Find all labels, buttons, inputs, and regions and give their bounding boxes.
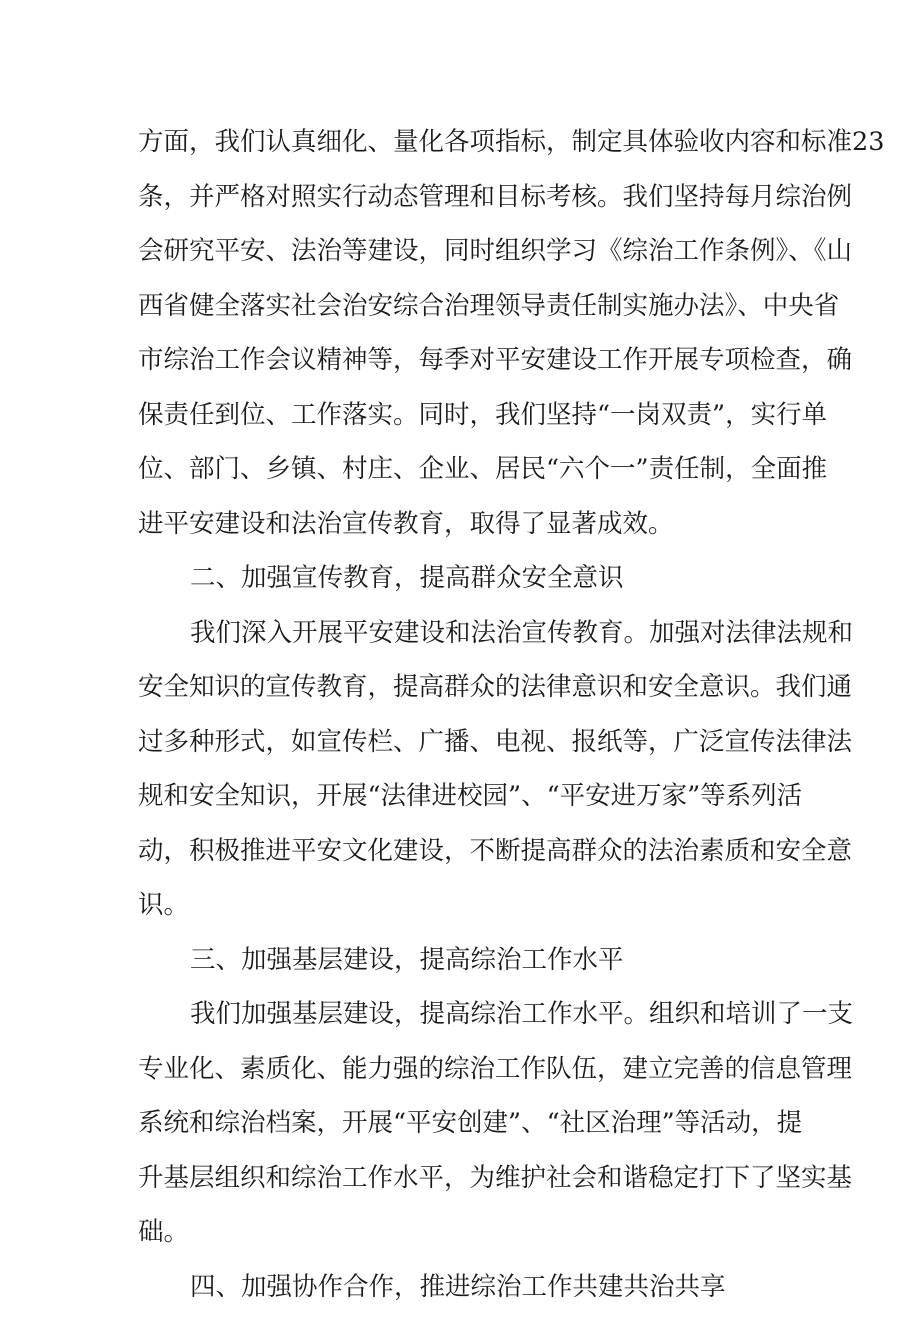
paragraph-line: 动，积极推进平安文化建设，不断提高群众的法治素质和安全意 — [138, 829, 788, 884]
paragraph-line: 系统和综治档案，开展“平安创建”、“社区治理”等活动，提 — [138, 1101, 788, 1156]
paragraph-line: 进平安建设和法治宣传教育，取得了显著成效。 — [138, 502, 788, 557]
paragraph-line: 规和安全知识，开展“法律进校园”、“平安进万家”等系列活 — [138, 774, 788, 829]
paragraph-2 — [138, 611, 788, 938]
paragraph-line: 方面，我们认真细化、量化各项指标，制定具体验收内容和标准23 — [138, 120, 788, 175]
paragraph-1 — [138, 120, 788, 556]
paragraph-line: 西省健全落实社会治安综合治理领导责任制实施办法》、中央省 — [138, 284, 788, 339]
paragraph-line: 识。 — [138, 883, 788, 938]
paragraph-line: 位、部门、乡镇、村庄、企业、居民“六个一”责任制，全面推 — [138, 447, 788, 502]
paragraph-line: 我们深入开展平安建设和法治宣传教育。加强对法律法规和 — [138, 611, 788, 666]
paragraph-line: 安全知识的宣传教育，提高群众的法律意识和安全意识。我们通 — [138, 665, 788, 720]
paragraph-line: 专业化、素质化、能力强的综治工作队伍，建立完善的信息管理 — [138, 1047, 788, 1102]
paragraph-line: 升基层组织和综治工作水平，为维护社会和谐稳定打下了坚实基 — [138, 1156, 788, 1211]
paragraph-line: 过多种形式，如宣传栏、广播、电视、报纸等，广泛宣传法律法 — [138, 720, 788, 775]
paragraph-line: 会研究平安、法治等建设，同时组织学习《综治工作条例》、《山 — [138, 229, 788, 284]
section-heading-4: 四、加强协作合作，推进综治工作共建共治共享 — [138, 1265, 788, 1319]
section-heading-2: 二、加强宣传教育，提高群众安全意识 — [138, 556, 788, 611]
section-heading-3: 三、加强基层建设，提高综治工作水平 — [138, 938, 788, 993]
paragraph-3 — [138, 992, 788, 1265]
paragraph-line: 保责任到位、工作落实。同时，我们坚持“一岗双责”，实行单 — [138, 393, 788, 448]
paragraph-line: 市综治工作会议精神等，每季对平安建设工作开展专项检查，确 — [138, 338, 788, 393]
paragraph-line: 础。 — [138, 1210, 788, 1265]
paragraph-line: 条，并严格对照实行动态管理和目标考核。我们坚持每月综治例 — [138, 175, 788, 230]
paragraph-line: 我们加强基层建设，提高综治工作水平。组织和培训了一支 — [138, 992, 788, 1047]
document-page — [138, 120, 788, 1319]
